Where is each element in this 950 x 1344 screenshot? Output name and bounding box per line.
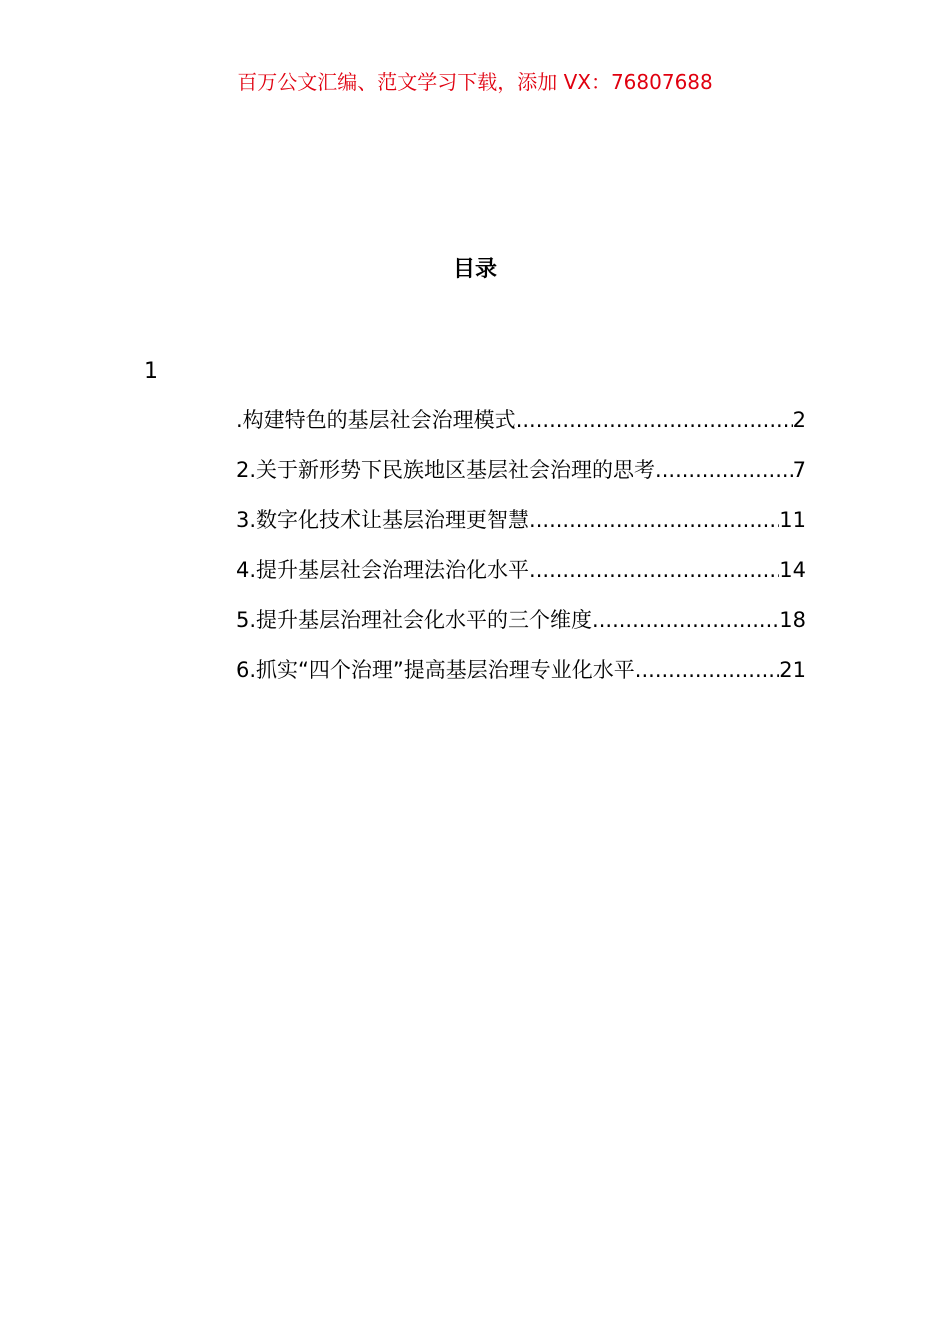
toc-entry[interactable]	[236, 405, 806, 455]
toc-entry-page: 18	[779, 608, 806, 632]
header-note: 百万公文汇编、范文学习下载，添加 VX：76807688	[237, 70, 713, 94]
toc-entry-page: 2	[792, 408, 806, 432]
toc-entry-leader	[635, 655, 779, 685]
toc-entry-leader	[655, 455, 793, 485]
toc-section-number: 1	[144, 359, 158, 384]
toc-entry-leader	[592, 605, 779, 635]
toc-list	[236, 405, 806, 705]
toc-entry-title[interactable]: 2.关于新形势下民族地区基层社会治理的思考	[236, 458, 656, 482]
toc-entry[interactable]	[236, 605, 806, 655]
toc-entry-leader	[516, 405, 793, 435]
toc-entry-title[interactable]: 4.提升基层社会治理法治化水平	[236, 558, 530, 582]
toc-entry-leader	[529, 555, 779, 585]
toc-entry[interactable]	[236, 555, 806, 605]
toc-entry[interactable]	[236, 505, 806, 555]
toc-entry-page: 14	[779, 558, 806, 582]
toc-entry-title[interactable]: 3.数字化技术让基层治理更智慧	[236, 508, 530, 532]
toc-entry-title[interactable]: 5.提升基层治理社会化水平的三个维度	[236, 608, 593, 632]
toc-entry-page: 21	[779, 658, 806, 682]
toc-entry-title[interactable]: .构建特色的基层社会治理模式	[236, 408, 516, 432]
toc-entry[interactable]	[236, 455, 806, 505]
toc-entry[interactable]	[236, 655, 806, 705]
toc-entry-page: 7	[792, 458, 806, 482]
toc-entry-page: 11	[779, 508, 806, 532]
toc-entry-leader	[529, 505, 779, 535]
toc-entry-title[interactable]: 6.抓实“四个治理”提高基层治理专业化水平	[236, 658, 635, 682]
toc-title: 目录	[452, 257, 497, 282]
